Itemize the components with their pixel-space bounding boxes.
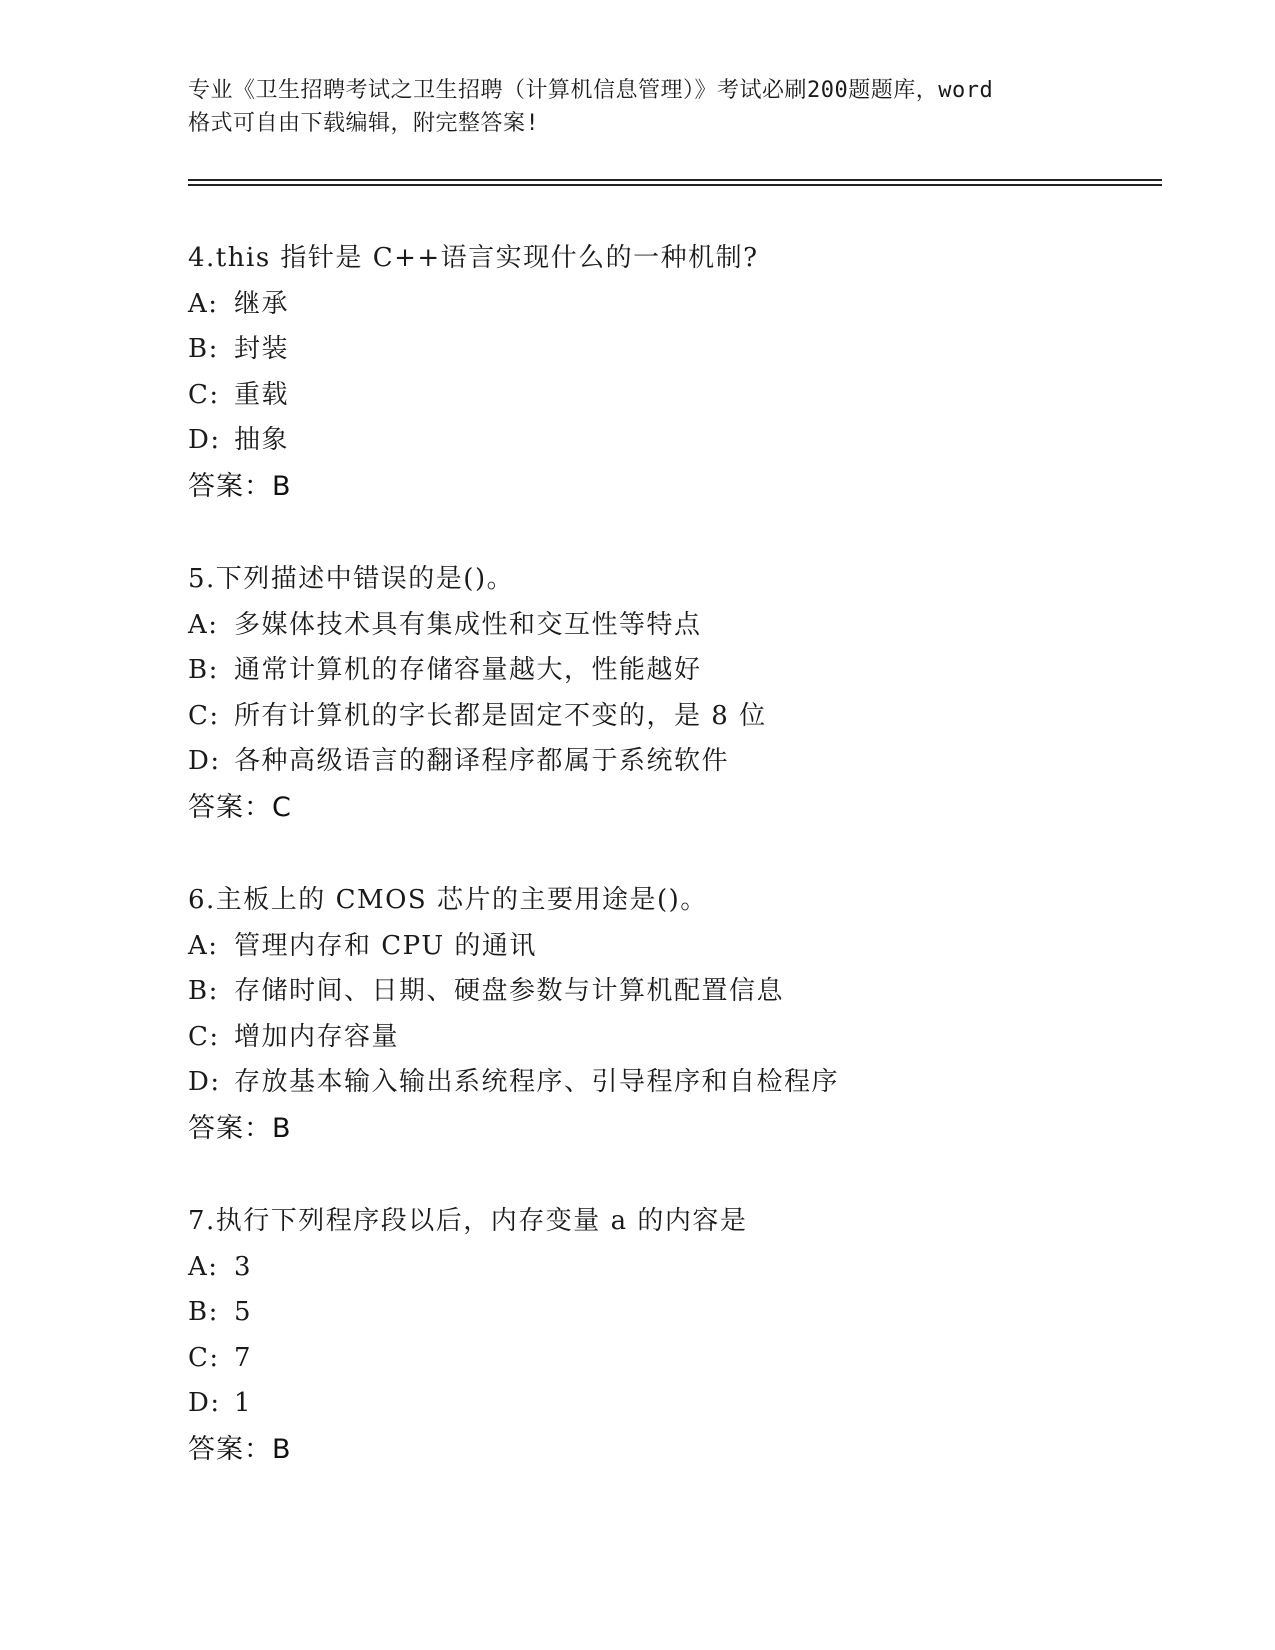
- option-letter: A:: [188, 288, 219, 319]
- option-letter: B:: [188, 1297, 219, 1327]
- option-text: 重载: [234, 379, 290, 410]
- header-line-2: 格式可自由下载编辑，附完整答案!: [188, 111, 540, 136]
- option-d: [188, 739, 1148, 785]
- header-line-1: 专业《卫生招聘考试之卫生招聘（计算机信息管理）》考试必刷200题题库，word: [188, 78, 994, 103]
- option-d: [188, 418, 1148, 464]
- option-letter: B:: [188, 976, 219, 1006]
- document-header: [188, 74, 1108, 140]
- option-letter: A:: [188, 1251, 219, 1282]
- option-text: 存储时间、日期、硬盘参数与计算机配置信息: [234, 976, 785, 1006]
- question-stem: 5.下列描述中错误的是()。: [188, 564, 515, 594]
- option-a: [188, 603, 1148, 649]
- option-b: [188, 327, 1148, 373]
- option-b: [188, 969, 1148, 1015]
- question-stem: 7.执行下列程序段以后，内存变量 a 的内容是: [188, 1206, 748, 1236]
- option-letter: C:: [188, 700, 220, 731]
- option-text: 多媒体技术具有集成性和交互性等特点: [234, 609, 702, 640]
- question-block: [188, 878, 1148, 1151]
- option-text: 管理内存和 CPU 的通讯: [234, 930, 537, 961]
- option-text: 通常计算机的存储容量越大，性能越好: [234, 655, 702, 685]
- option-letter: D:: [188, 746, 221, 776]
- question-block: [188, 236, 1148, 509]
- option-text: 继承: [234, 288, 290, 319]
- option-d: [188, 1060, 1148, 1106]
- option-text: 5: [234, 1297, 253, 1327]
- answer-line: 答案：B: [188, 470, 292, 502]
- option-text: 增加内存容量: [234, 1021, 400, 1052]
- option-c: [188, 373, 1148, 419]
- header-divider-bottom: [188, 184, 1162, 186]
- option-letter: C:: [188, 379, 220, 410]
- option-b: [188, 1290, 1148, 1336]
- option-letter: A:: [188, 609, 219, 640]
- option-text: 7: [234, 1342, 253, 1373]
- option-text: 3: [234, 1251, 253, 1282]
- option-a: [188, 282, 1148, 328]
- header-divider-top: [188, 179, 1162, 181]
- option-letter: A:: [188, 930, 219, 961]
- option-letter: D:: [188, 1388, 221, 1418]
- option-c: [188, 1015, 1148, 1061]
- option-text: 抽象: [234, 425, 290, 455]
- option-b: [188, 648, 1148, 694]
- answer-line: 答案：B: [188, 1112, 292, 1144]
- option-letter: D:: [188, 1067, 221, 1097]
- option-a: [188, 924, 1148, 970]
- question-stem: 6.主板上的 CMOS 芯片的主要用途是()。: [188, 885, 708, 915]
- option-text: 封装: [234, 334, 290, 364]
- option-letter: B:: [188, 655, 219, 685]
- option-text: 存放基本输入输出系统程序、引导程序和自检程序: [234, 1067, 840, 1097]
- question-block: [188, 1199, 1148, 1472]
- option-c: [188, 1336, 1148, 1382]
- option-letter: D:: [188, 425, 221, 455]
- option-d: [188, 1381, 1148, 1427]
- option-a: [188, 1245, 1148, 1291]
- option-letter: B:: [188, 334, 219, 364]
- option-letter: C:: [188, 1021, 220, 1052]
- option-c: [188, 694, 1148, 740]
- answer-line: 答案：B: [188, 1433, 292, 1465]
- answer-line: 答案：C: [188, 791, 292, 823]
- question-stem: 4.this 指针是 C++语言实现什么的一种机制?: [188, 243, 759, 273]
- option-letter: C:: [188, 1342, 220, 1373]
- option-text: 所有计算机的字长都是固定不变的，是 8 位: [234, 700, 767, 731]
- question-block: [188, 557, 1148, 830]
- option-text: 1: [234, 1388, 253, 1418]
- option-text: 各种高级语言的翻译程序都属于系统软件: [234, 746, 730, 776]
